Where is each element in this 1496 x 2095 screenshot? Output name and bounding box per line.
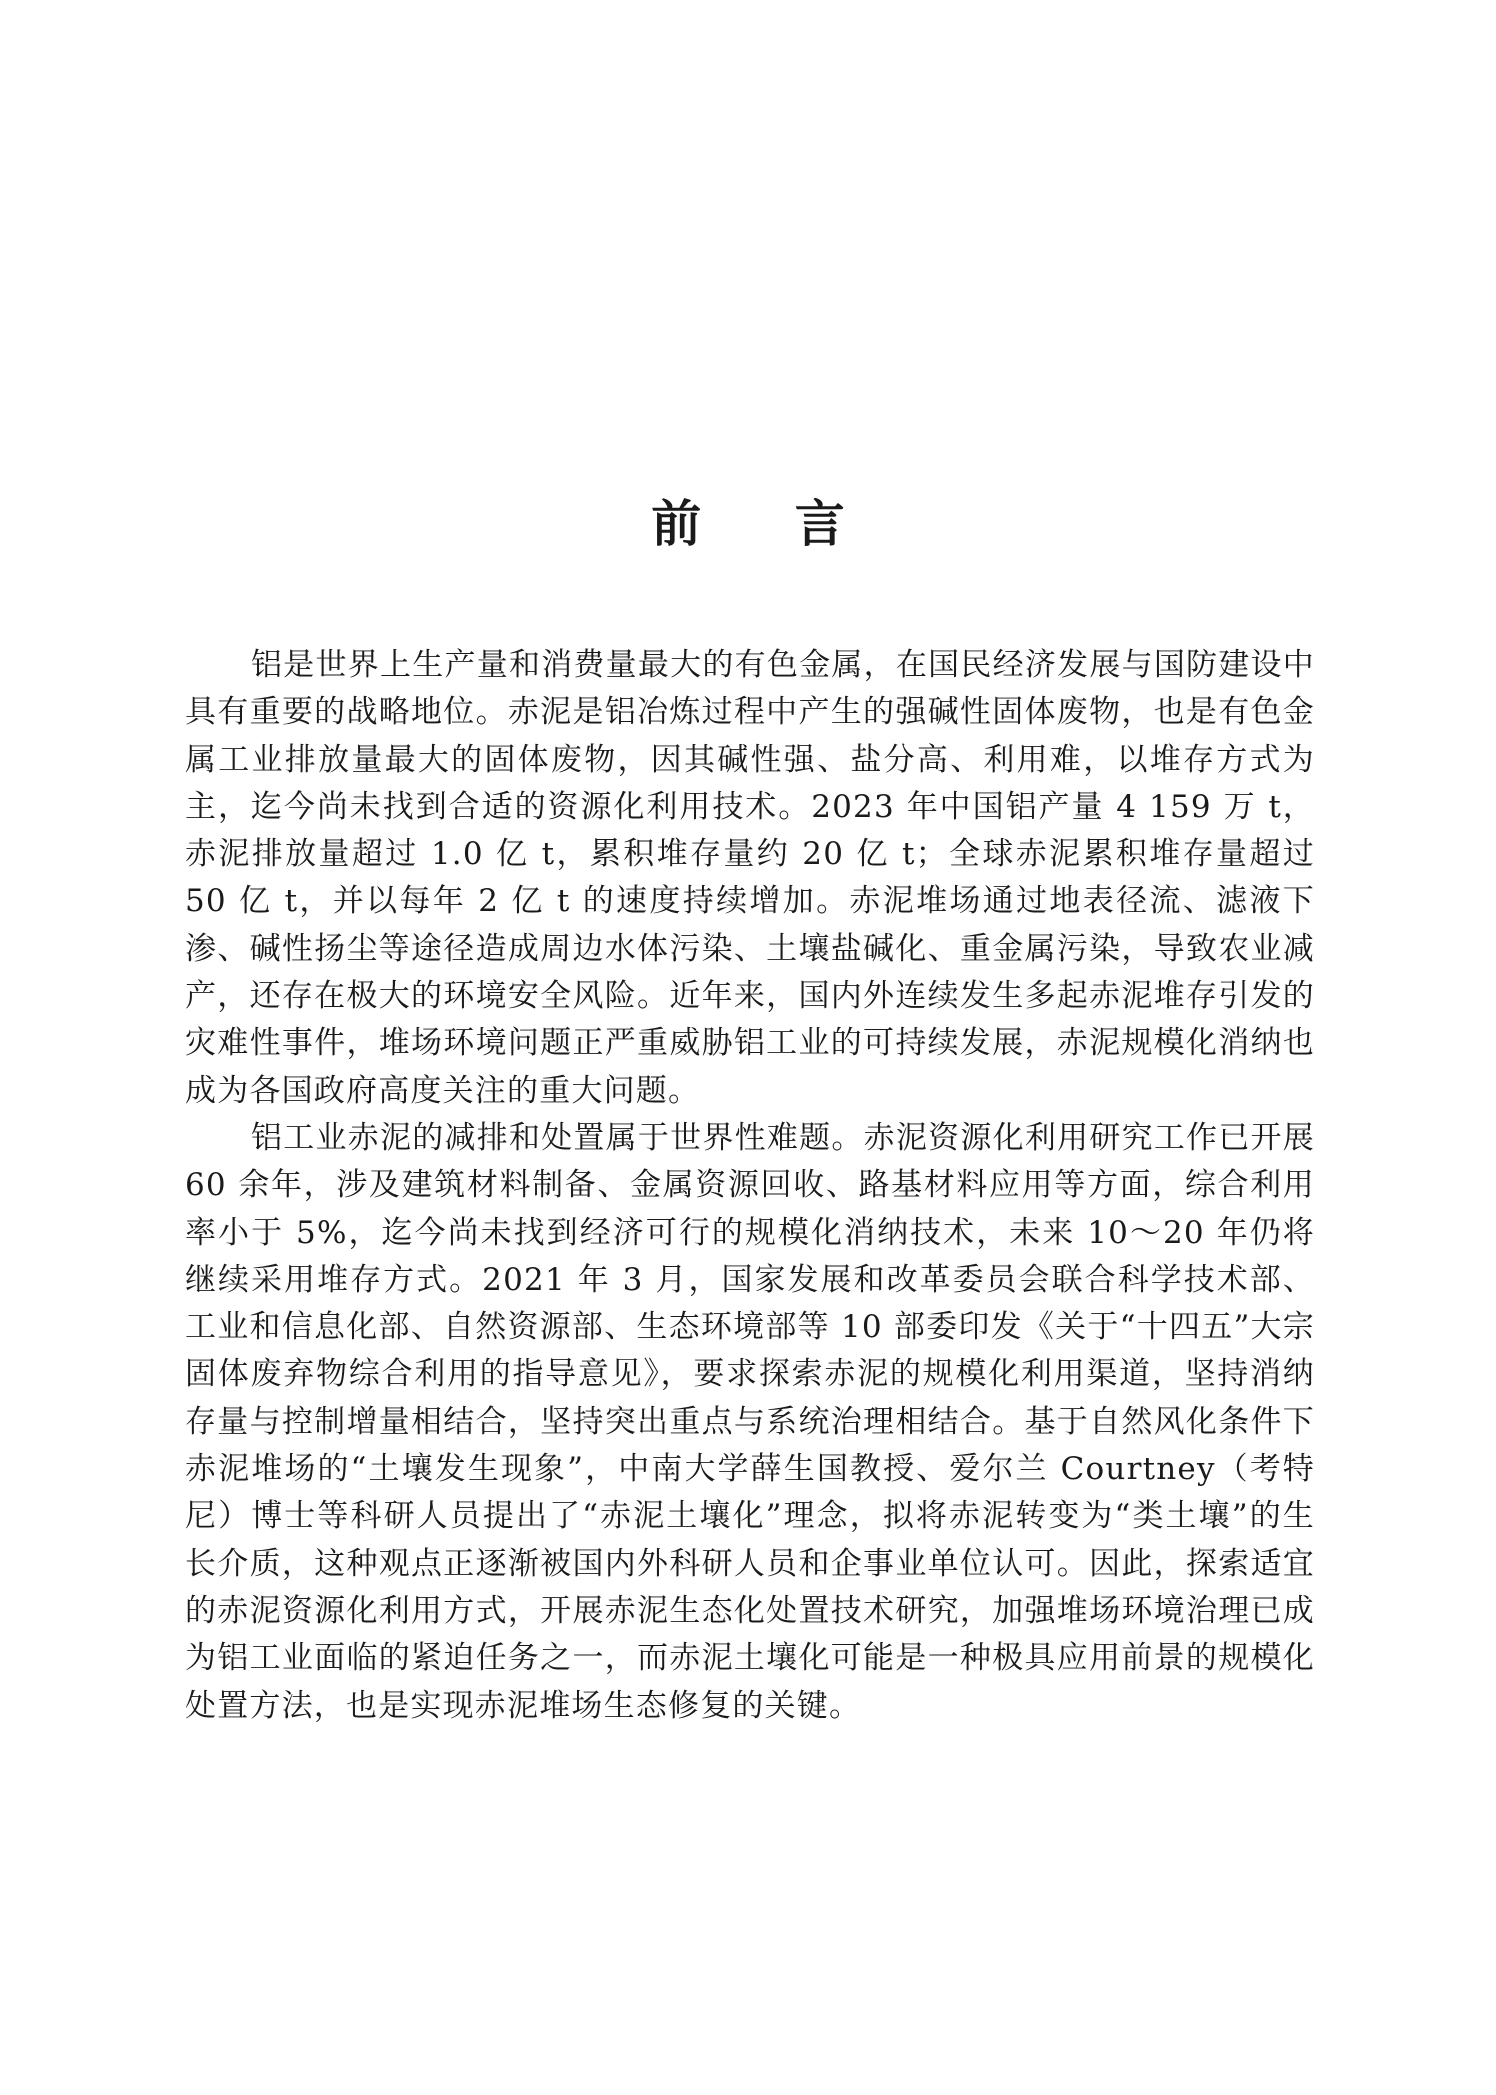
paragraph-1: 铝是世界上生产量和消费量最大的有色金属，在国民经济发展与国防建设中具有重要的战略地位。赤泥是铝冶炼过程中产生的强碱性固体废物，也是有色金属工业排放量最大的固体废物，因其碱性强、盐分高、利用难，以堆存方式为主，迄今尚未找到合适的资源化利用技术。2023 年中国铝产量 4 159 万 t，赤泥排放量超过 1.0 亿 t，累积堆存量约 20 亿 t；全球赤泥累积堆存量超过 50 亿 t，并以每年 2 亿 t 的速度持续增加。赤泥堆场通过地表径流、滤液下渗、碱性扬尘等途径造成周边水体污染、土壤盐碱化、重金属污染，导致农业减产，还存在极大的环境安全风险。近年来，国内外连续发生多起赤泥堆存引发的灾难性事件，堆场环境问题正严重威胁铝工业的可持续发展，赤泥规模化消纳也成为各国政府高度关注的重大问题。: [185, 647, 1315, 1109]
paragraph-2: 铝工业赤泥的减排和处置属于世界性难题。赤泥资源化利用研究工作已开展 60 余年，涉及建筑材料制备、金属资源回收、路基材料应用等方面，综合利用率小于 5%，迄今尚未找到经济可行的规模化消纳技术，未来 10～20 年仍将继续采用堆存方式。2021 年 3 月，国家发展和改革委员会联合科学技术部、工业和信息化部、自然资源部、生态环境部等 10 部委印发《关于“十四五”大宗固体废弃物综合利用的指导意见》，要求探索赤泥的规模化利用渠道，坚持消纳存量与控制增量相结合，坚持突出重点与系统治理相结合。基于自然风化条件下赤泥堆场的“土壤发生现象”，中南大学薛生国教授、爱尔兰 Courtney（考特尼）博士等科研人员提出了“赤泥土壤化”理念，拟将赤泥转变为“类土壤”的生长介质，这种观点正逐渐被国内外科研人员和企事业单位认可。因此，探索适宜的赤泥资源化利用方式，开展赤泥生态化处置技术研究，加强堆场环境治理已成为铝工业面临的紧迫任务之一，而赤泥土壤化可能是一种极具应用前景的规模化处置方法，也是实现赤泥堆场生态修复的关键。: [185, 1119, 1315, 1724]
page-title: 前 言: [651, 494, 883, 553]
body-text: [185, 642, 1315, 1730]
